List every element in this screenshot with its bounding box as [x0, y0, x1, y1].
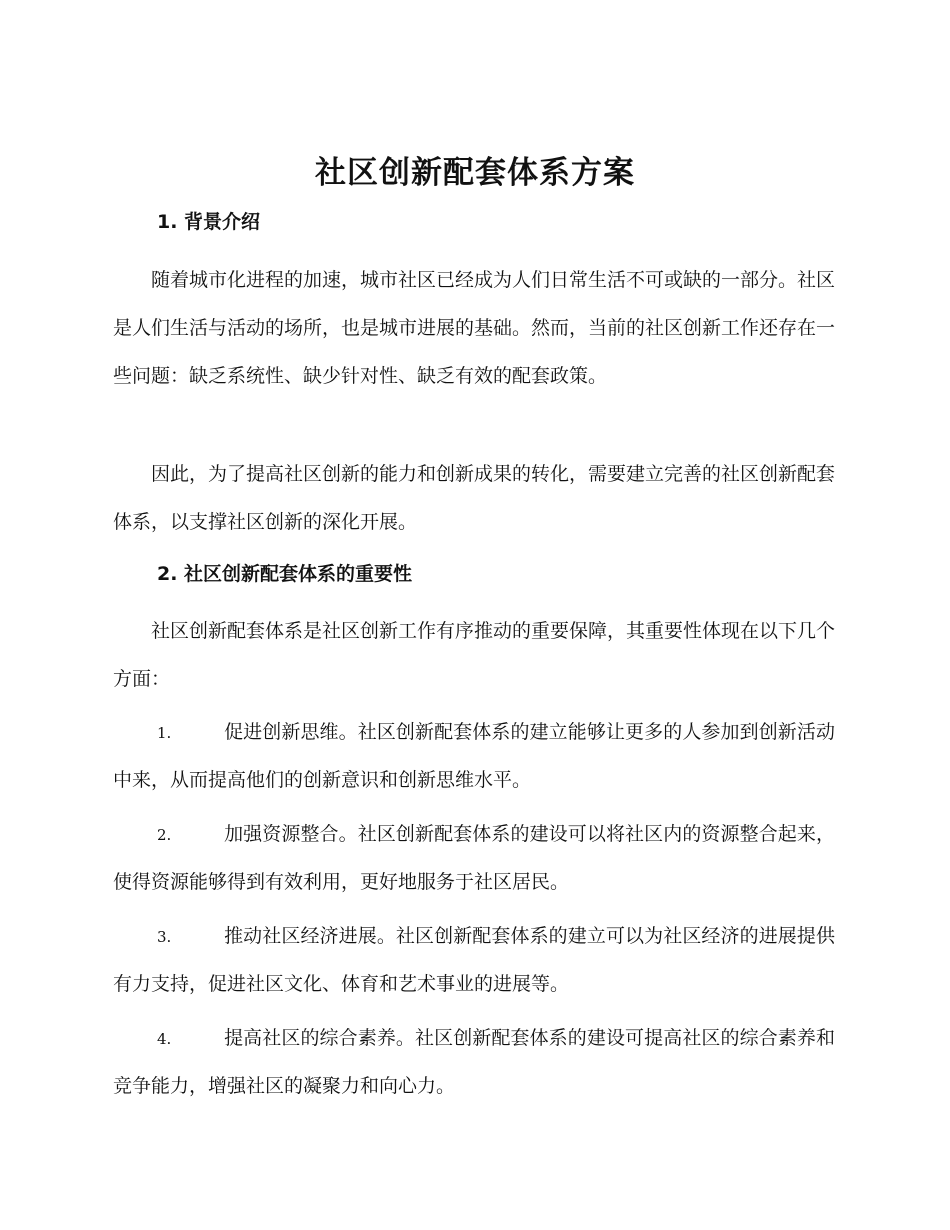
list-item-text: 加强资源整合。社区创新配套体系的建设可以将社区内的资源整合起来，使得资源能够得到有效利用，更好地服务于社区居民。 — [113, 823, 835, 893]
list-item-text: 推动社区经济进展。社区创新配套体系的建立可以为社区经济的进展提供有力支持，促进社区文化、体育和艺术事业的进展等。 — [113, 925, 835, 995]
section-heading-importance: 2. 社区创新配套体系的重要性 — [157, 563, 413, 585]
paragraph-background-1: 随着城市化进程的加速，城市社区已经成为人们日常生活不可或缺的一部分。社区是人们生活与活动的场所，也是城市进展的基础。然而，当前的社区创新工作还存在一些问题：缺乏系统性、缺少针对性、缺乏有效的配套政策。 — [113, 269, 836, 387]
list-item — [113, 709, 835, 804]
paragraph-background-2: 因此，为了提高社区创新的能力和创新成果的转化，需要建立完善的社区创新配套体系，以支撑社区创新的深化开展。 — [113, 463, 836, 533]
list-item-number: 2. — [157, 826, 172, 844]
list-item-number: 1. — [157, 724, 172, 742]
list-item-number: 3. — [157, 928, 172, 946]
list-item-text: 促进创新思维。社区创新配套体系的建立能够让更多的人参加到创新活动中来，从而提高他们的创新意识和创新思维水平。 — [113, 721, 835, 791]
list-item — [113, 1015, 835, 1110]
paragraph-importance-intro: 社区创新配套体系是社区创新工作有序推动的重要保障，其重要性体现在以下几个方面： — [113, 620, 836, 690]
list-item-text: 提高社区的综合素养。社区创新配套体系的建设可提高社区的综合素养和竞争能力，增强社区的凝聚力和向心力。 — [113, 1027, 835, 1097]
list-item — [113, 913, 835, 1008]
document-title: 社区创新配套体系方案 — [315, 155, 635, 191]
section-heading-background: 1. 背景介绍 — [157, 211, 261, 233]
list-item — [113, 811, 835, 906]
list-item-number: 4. — [157, 1030, 172, 1048]
